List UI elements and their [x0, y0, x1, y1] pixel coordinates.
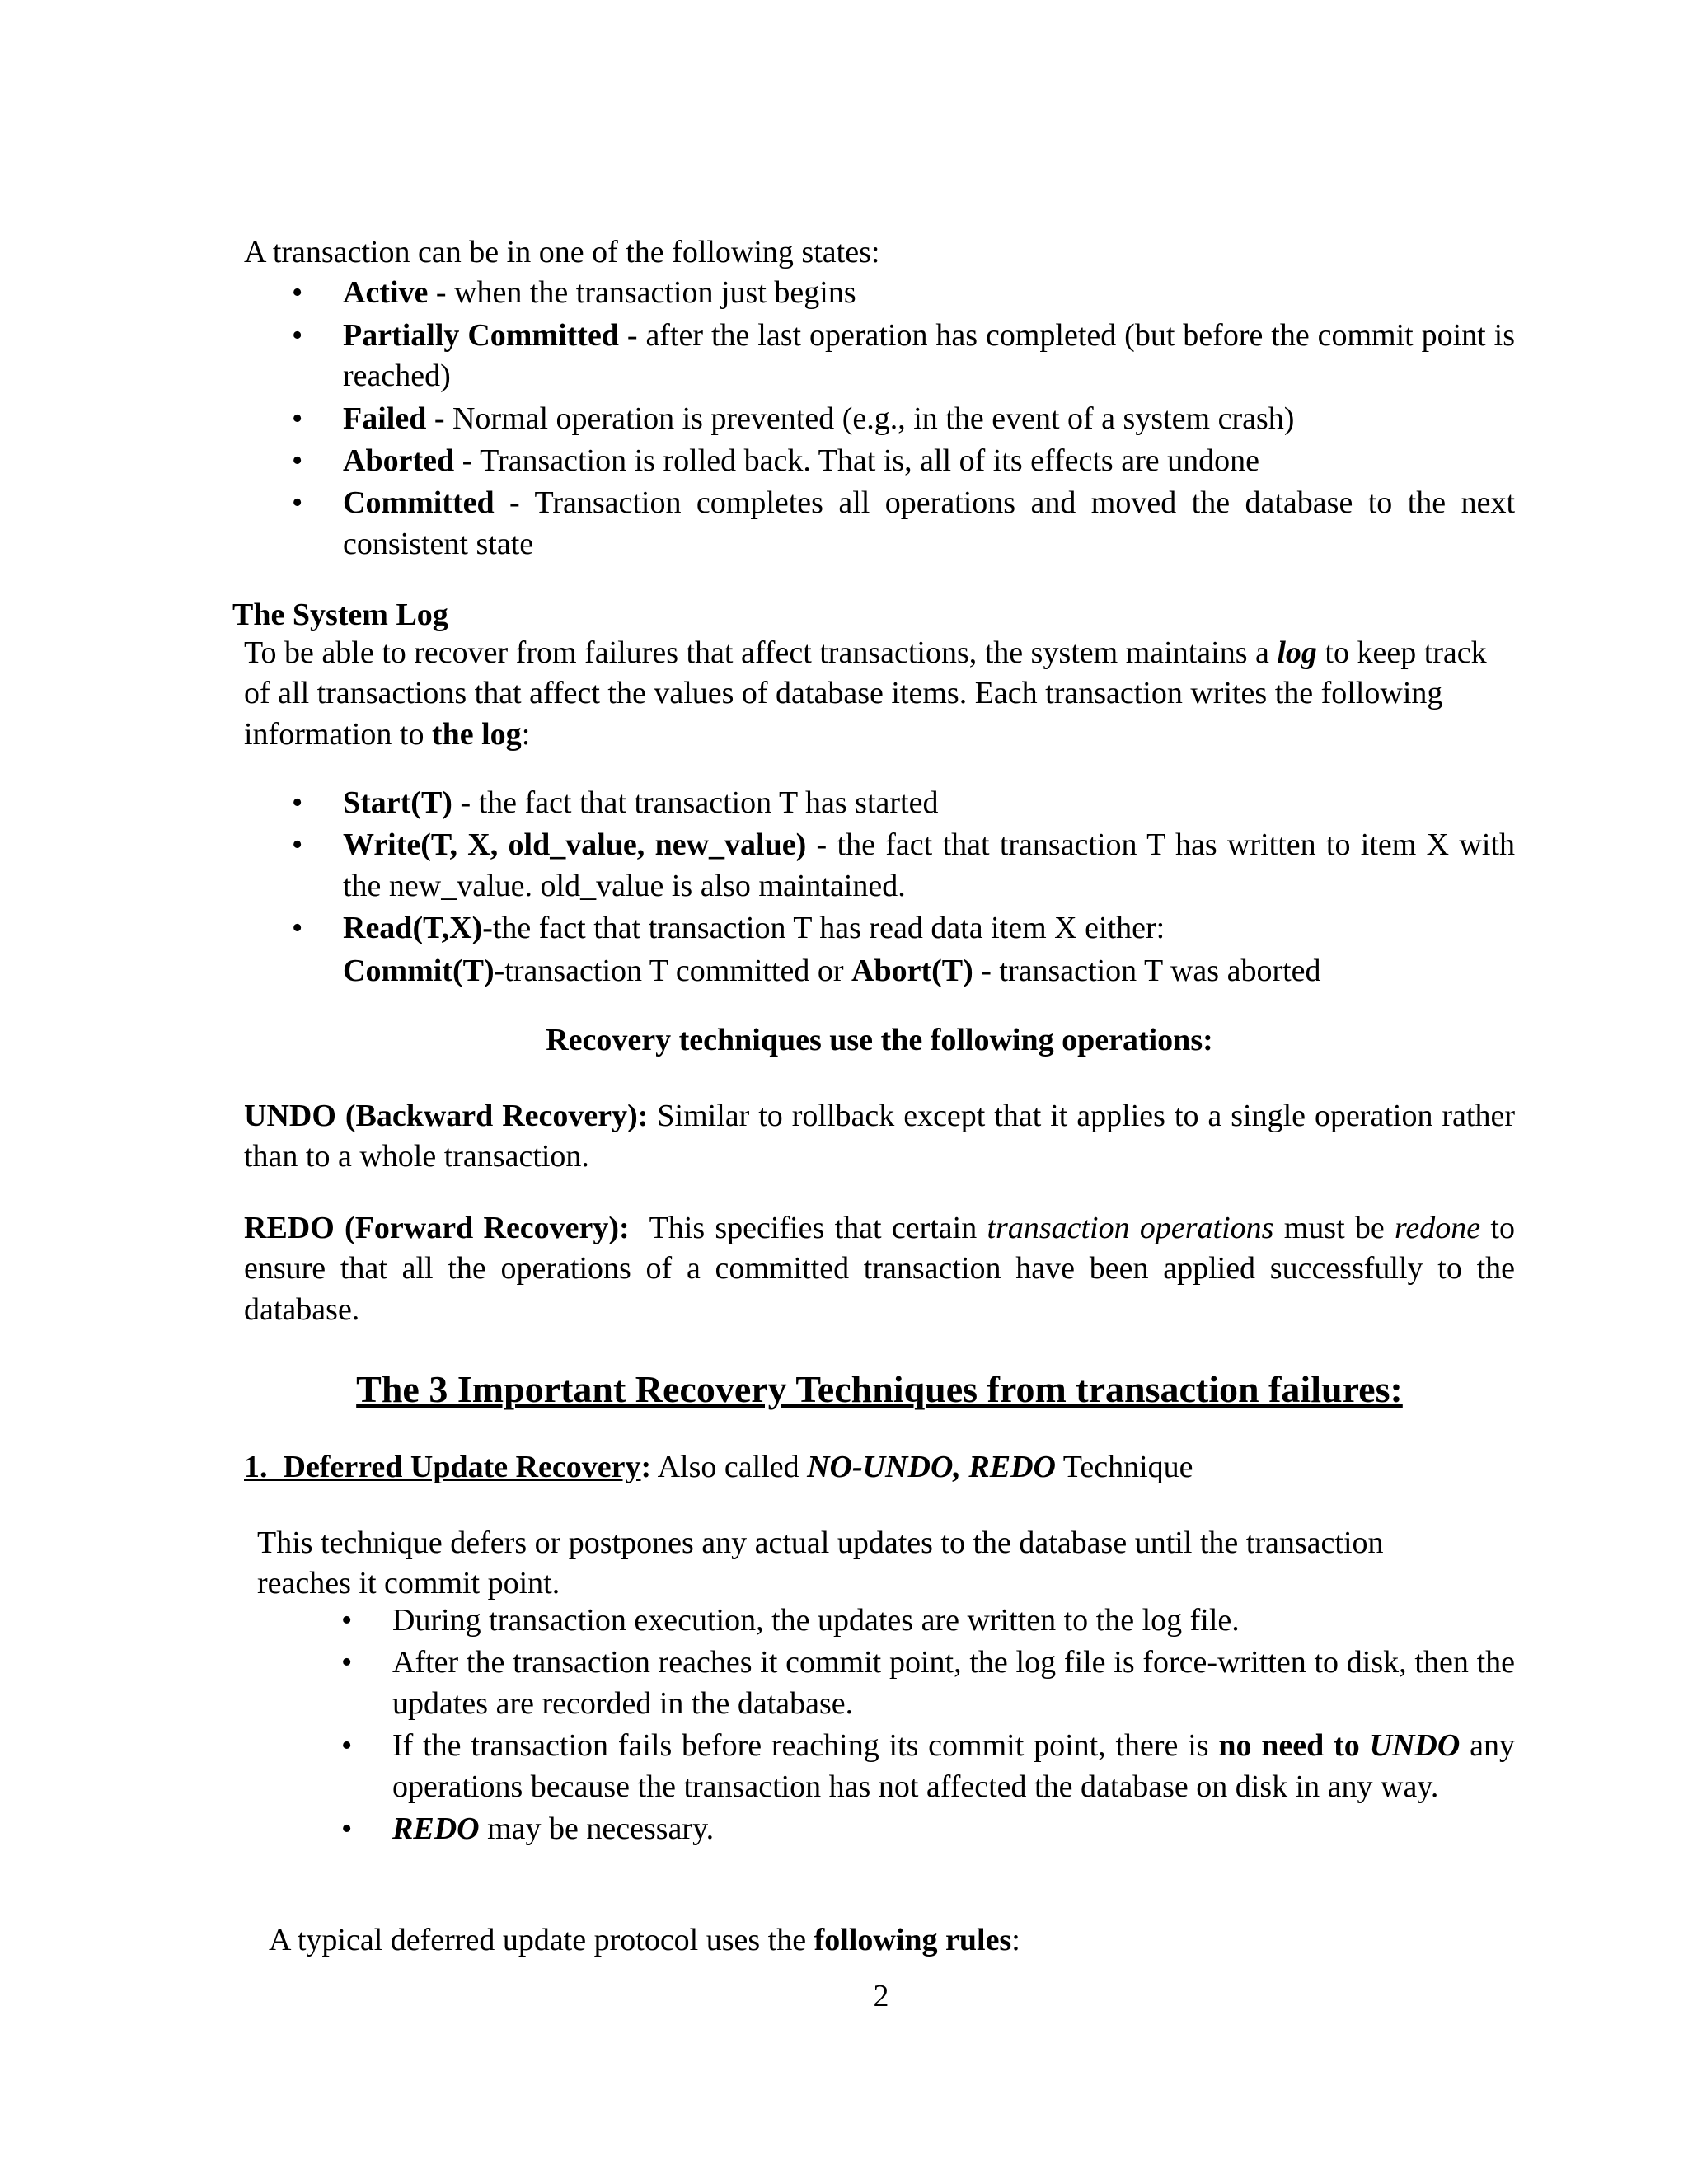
system-log-heading: The System Log: [232, 598, 448, 632]
deferred-update-paragraph-wrap: [257, 1523, 1461, 1605]
list-item: • Aborted - Transaction is rolled back. That is, all of its effects are undone: [244, 441, 1515, 481]
list-item: • Write(T, X, old_value, new_value) - the fact that transaction T has written to item X with the new_value. old_value is also maintained.: [244, 825, 1515, 907]
rules-line-wrap: [269, 1920, 1505, 1961]
system-log-list-wrap: [244, 783, 1515, 991]
operations-heading: Recovery techniques use the following operations:: [546, 1023, 1213, 1057]
list-item: • If the transaction fails before reaching its commit point, there is no need to UNDO any operations because the transaction has not affected the database on disk in any way.: [293, 1726, 1515, 1807]
list-item: • Failed - Normal operation is prevented (e.g., in the event of a system crash): [244, 399, 1515, 439]
system-log-section: [232, 595, 1515, 635]
undo-paragraph: UNDO (Backward Recovery): Similar to rollback except that it applies to a single operation rather than to a whole transaction.: [244, 1099, 1515, 1174]
states-list: [244, 273, 1515, 565]
page-number: 2: [873, 1979, 889, 2013]
list-item: • Start(T) - the fact that transaction T has started: [244, 783, 1515, 823]
deferred-update-title: [244, 1447, 1515, 1488]
page-number-wrap: [0, 1976, 1688, 2017]
system-log-body: [244, 633, 1497, 755]
commit-abort-line: Commit(T)-transaction T committed or Abort(T) - transaction T was aborted: [343, 953, 1321, 988]
system-log-paragraph: To be able to recover from failures that affect transactions, the system maintains a log to keep track of all transactions that affect the values of database items. Each transaction writes the following information to the log:: [244, 635, 1487, 752]
list-item: • Active - when the transaction just begins: [244, 273, 1515, 313]
deferred-bullets: [293, 1601, 1515, 1849]
states-intro: A transaction can be in one of the following states:: [244, 235, 880, 269]
log-records-list: [244, 783, 1515, 949]
redo-paragraph: REDO (Forward Recovery): This specifies that certain transaction operations must be redone to ensure that all the operations of a committed transaction have been applied successfully to the database.: [244, 1211, 1523, 1327]
states-section: [244, 232, 1515, 566]
list-item: • Committed - Transaction completes all operations and moved the database to the next consistent state: [244, 483, 1515, 565]
list-item: • During transaction execution, the updates are written to the log file.: [293, 1601, 1515, 1641]
redo-section: [244, 1208, 1523, 1330]
list-item: • REDO may be necessary.: [293, 1809, 1515, 1849]
list-item: • Read(T,X)-the fact that transaction T has read data item X either:: [244, 908, 1515, 949]
operations-heading-wrap: [244, 1020, 1515, 1061]
list-item: • Partially Committed - after the last operation has completed (but before the commit point is reached): [244, 316, 1515, 397]
rules-line: A typical deferred update protocol uses the following rules:: [269, 1923, 1020, 1957]
deferred-update-paragraph: This technique defers or postpones any actual updates to the database until the transaction reaches it commit point.: [257, 1526, 1384, 1601]
list-item: • After the transaction reaches it commit point, the log file is force-written to disk, then the updates are recorded in the database.: [293, 1643, 1515, 1724]
deferred-bullets-wrap: [293, 1601, 1515, 1851]
technique-item-1: 1. Deferred Update Recovery: Also called NO-UNDO, REDO Technique: [244, 1450, 1193, 1484]
techniques-heading: The 3 Important Recovery Techniques from transaction failures:: [356, 1368, 1403, 1410]
techniques-heading-wrap: [244, 1365, 1515, 1414]
undo-section: [244, 1096, 1515, 1178]
